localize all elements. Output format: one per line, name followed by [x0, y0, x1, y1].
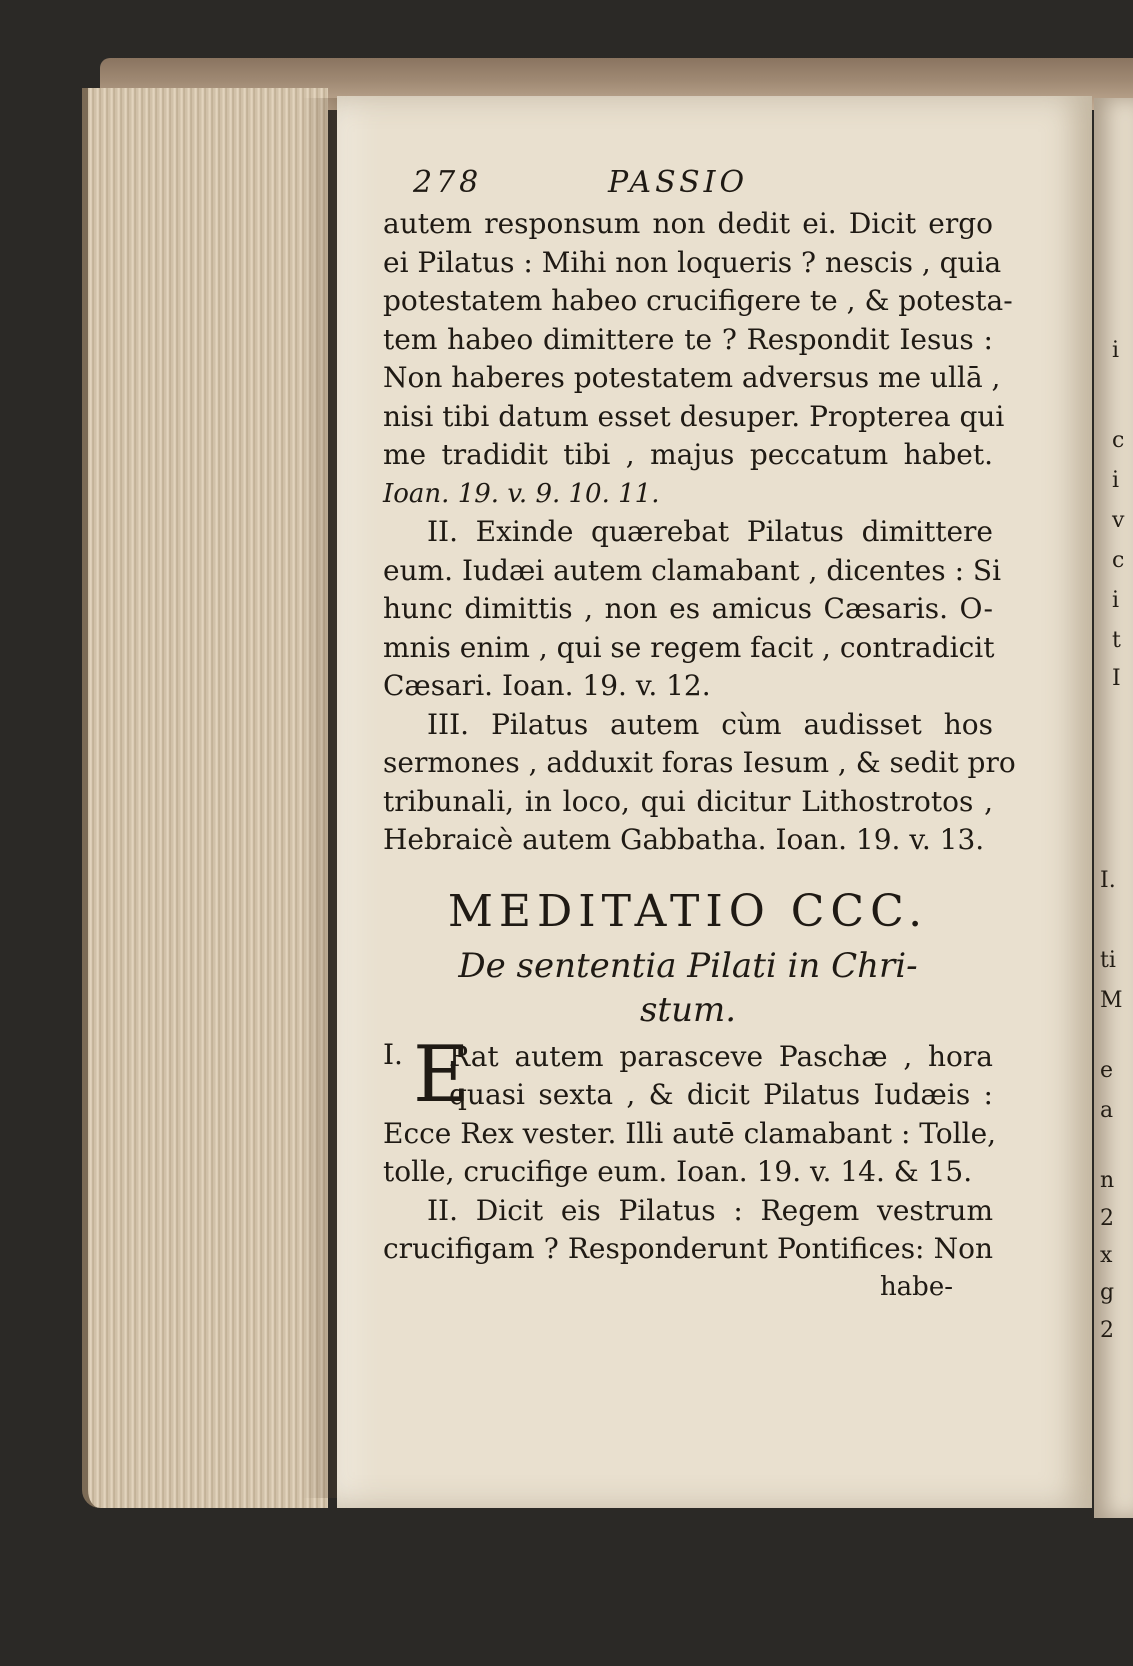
paragraph-numeral: I.: [383, 1037, 403, 1071]
text-line: tribunali, in loco, qui dicitur Lithostrotos ,: [383, 784, 993, 818]
text-line: tolle, crucifige eum. Ioan. 19. v. 14. & 15.: [383, 1155, 973, 1188]
facing-page-fragment: v: [1112, 508, 1125, 533]
facing-page-fragment: t: [1112, 628, 1121, 653]
paragraph-ii: [383, 513, 1002, 706]
facing-page-fragment: c: [1112, 548, 1125, 573]
page-number: 278: [413, 165, 483, 200]
text-line: III. Pilatus autem cùm audisset hos: [427, 707, 993, 741]
facing-page-fragment: e: [1100, 1058, 1114, 1083]
text-line: mnis enim , qui se regem facit , contradicit: [383, 630, 995, 664]
text-line: hunc dimittis , non es amicus Cæsaris. O-: [383, 592, 993, 625]
text-line: crucifigam ? Responderunt Pontifices: Non: [383, 1232, 993, 1265]
text-line: sermones , adduxit foras Iesum , & sedit pro: [383, 746, 1016, 779]
gutter-shadow: [302, 98, 342, 1498]
text-line: Cæsari. Ioan. 19. v. 12.: [383, 669, 711, 702]
text-line: autem responsum non dedit ei. Dicit ergo: [383, 207, 993, 240]
paragraph-i: [383, 1029, 997, 1192]
page-stack: [82, 88, 328, 1508]
facing-page-fragment: n: [1100, 1168, 1115, 1193]
facing-page-fragment: I.: [1100, 868, 1116, 893]
text-line: II. Exinde quærebat Pilatus dimittere: [427, 515, 993, 548]
facing-page-fragment: x: [1100, 1243, 1113, 1268]
facing-page-fragment: a: [1100, 1098, 1114, 1123]
text-line: quasi sexta , & dicit Pilatus Iudæis :: [449, 1078, 993, 1111]
section-subheading-line1: De sententia Pilati in Chri-: [458, 945, 918, 986]
paragraph-iii: [383, 706, 1016, 860]
text-line: ei Pilatus : Mihi non loqueris ? nescis , quia: [383, 245, 1002, 279]
facing-page-fragment: c: [1112, 428, 1125, 453]
text-line: eum. Iudæi autem clamabant , dicentes : Si: [383, 553, 1002, 587]
facing-page-fragment: I: [1112, 666, 1121, 691]
text-line: Non haberes potestatem adversus me ullā ,: [383, 361, 1001, 394]
facing-page-fragment: ti: [1100, 948, 1116, 973]
facing-page-fragment: i: [1112, 588, 1120, 613]
facing-page-fragment: i: [1112, 338, 1120, 363]
text-line: Rat autem parasceve Paschæ , hora: [449, 1039, 993, 1073]
text-line: nisi tibi datum esset desuper. Propterea qui: [383, 399, 1005, 433]
facing-page-fragment: 2: [1100, 1206, 1114, 1231]
catchword: habe-: [879, 1271, 953, 1302]
facing-page-fragment: g: [1100, 1280, 1115, 1305]
facing-page-fragment: 2: [1100, 1318, 1114, 1343]
facing-page-fragment: i: [1112, 468, 1120, 493]
facing-page-fragment: M: [1100, 988, 1123, 1013]
section-heading: MEDITATIO CCC.: [447, 885, 929, 937]
text-line: II. Dicit eis Pilatus : Regem vestrum: [427, 1193, 993, 1227]
drop-cap: E: [413, 1029, 470, 1120]
page-header: [383, 165, 993, 205]
paragraph-continuation: [383, 205, 1013, 513]
text-line: Hebraicè autem Gabbatha. Ioan. 19. v. 13.: [383, 823, 985, 856]
paragraph-ii-b: [383, 1192, 993, 1269]
page-text: [383, 165, 1016, 1305]
section-subheading-line2: stum.: [639, 989, 737, 1030]
text-line: potestatem habeo crucifigere te , & potesta-: [383, 284, 1013, 317]
facing-page-edge: [1094, 98, 1133, 1518]
running-head: PASSIO: [608, 165, 749, 200]
text-line: me tradidit tibi , majus peccatum habet.: [383, 438, 993, 471]
text-line: Ecce Rex vester. Illi autē clamabant : Tolle,: [383, 1116, 997, 1150]
citation-line: Ioan. 19. v. 9. 10. 11.: [383, 478, 660, 509]
text-line: tem habeo dimittere te ? Respondit Iesus :: [383, 322, 993, 356]
